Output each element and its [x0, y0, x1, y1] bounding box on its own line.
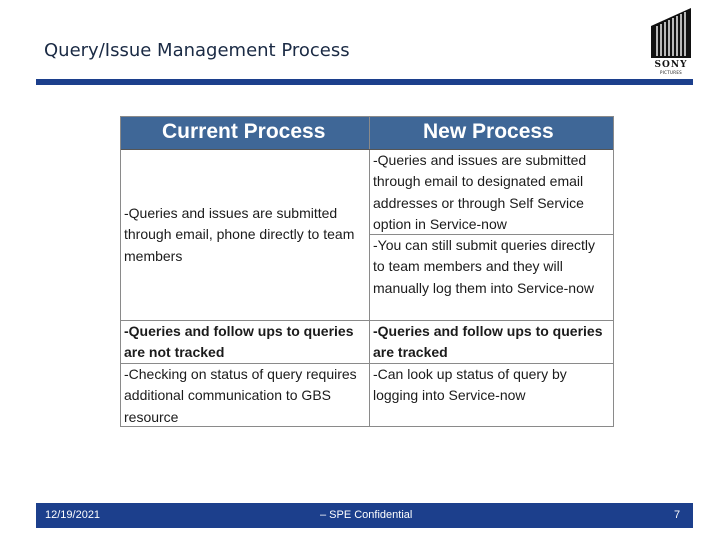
slide-title: Query/Issue Management Process — [44, 40, 350, 61]
new-row1a-cell: -Queries and issues are submitted through email to designated email addresses or through Self Service option in Service-now — [373, 152, 587, 233]
sony-logo — [649, 8, 693, 74]
header-current-process: Current Process — [162, 120, 326, 143]
current-row1-cell: -Queries and issues are submitted through email, phone directly to team members — [124, 205, 355, 264]
header-new-process: New Process — [423, 120, 554, 143]
new-row1b-cell: -You can still submit queries directly to team members and they will manually log them into Service-now — [373, 237, 596, 296]
sony-logo-text: SONY — [654, 60, 688, 70]
table-header-row — [121, 117, 613, 149]
footer-date: 12/19/2021 — [45, 509, 101, 521]
current-row2-cell: -Queries and follow ups to queries are not tracked — [124, 323, 354, 361]
sony-logo-subtext: PICTURES — [659, 70, 682, 75]
current-row3-cell: -Checking on status of query requires additional communication to GBS resource — [124, 366, 357, 425]
footer-page-number: 7 — [674, 509, 681, 521]
sony-logo-mark-icon — [651, 8, 691, 58]
new-row2-cell: -Queries and follow ups to queries are tracked — [373, 323, 603, 361]
footer-confidential: – SPE Confidential — [320, 509, 413, 521]
footer-bar — [36, 503, 693, 528]
process-comparison-table — [120, 116, 614, 427]
new-row3-cell: -Can look up status of query by logging into Service-now — [373, 366, 567, 404]
title-divider — [36, 79, 693, 85]
